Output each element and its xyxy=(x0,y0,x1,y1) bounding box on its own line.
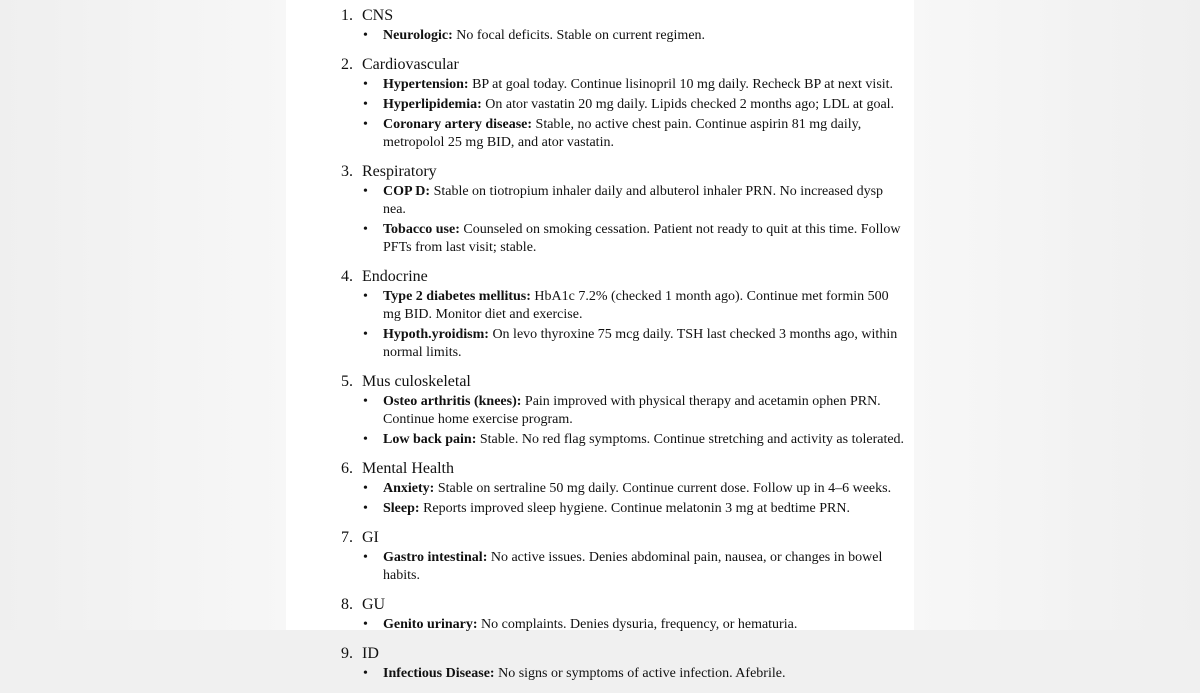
section-title: CNS xyxy=(362,7,394,24)
section-title: Mus culoskeletal xyxy=(362,373,471,390)
item-text: Counseled on smoking cessation. Patient not ready to quit at this time. Follow PFTs from last visit; stable. xyxy=(383,222,901,255)
document-page xyxy=(286,0,914,681)
item-list xyxy=(341,616,906,634)
section-heading xyxy=(341,372,906,392)
section-number: 7. xyxy=(341,529,353,546)
bullet-icon: • xyxy=(363,222,368,237)
bullet-icon: • xyxy=(363,432,368,447)
bullet-icon: • xyxy=(363,77,368,92)
list-item xyxy=(341,665,906,683)
item-label: Anxiety: xyxy=(383,481,435,496)
section-heading xyxy=(341,528,906,548)
bullet-icon: • xyxy=(363,97,368,112)
list-item xyxy=(341,431,906,449)
item-label: Tobacco use: xyxy=(383,222,460,237)
item-text: Reports improved sleep hygiene. Continue melatonin 3 mg at bedtime PRN. xyxy=(423,501,850,516)
item-list xyxy=(341,288,906,362)
section-heading xyxy=(341,162,906,182)
section-title: Endocrine xyxy=(362,268,428,285)
item-label: Type 2 diabetes mellitus: xyxy=(383,289,531,304)
list-item xyxy=(341,393,906,429)
item-label: Neurologic: xyxy=(383,28,453,43)
section-gap xyxy=(341,154,906,162)
section-heading xyxy=(341,267,906,287)
list-item xyxy=(341,549,906,585)
bullet-icon: • xyxy=(363,289,368,304)
section-4 xyxy=(341,267,906,372)
section-list xyxy=(341,6,906,693)
section-heading xyxy=(341,644,906,664)
section-2 xyxy=(341,55,906,162)
list-item xyxy=(341,288,906,324)
bullet-icon: • xyxy=(363,666,368,681)
item-text: On ator vastatin 20 mg daily. Lipids checked 2 months ago; LDL at goal. xyxy=(485,97,895,112)
bullet-icon: • xyxy=(363,117,368,132)
list-item xyxy=(341,326,906,362)
item-text: Stable on tiotropium inhaler daily and albuterol inhaler PRN. No increased dysp nea. xyxy=(383,184,884,217)
item-label: Hyperlipidemia: xyxy=(383,97,482,112)
item-text: Stable. No red flag symptoms. Continue stretching and activity as tolerated. xyxy=(479,432,905,447)
list-item xyxy=(341,76,906,94)
section-title: Respiratory xyxy=(362,163,437,180)
item-label: Low back pain: xyxy=(383,432,477,447)
item-text: No signs or symptoms of active infection. Afebrile. xyxy=(498,666,786,681)
section-heading xyxy=(341,595,906,615)
section-gap xyxy=(341,685,906,693)
section-gap xyxy=(341,451,906,459)
section-number: 4. xyxy=(341,268,353,285)
item-label: COP D: xyxy=(383,184,431,199)
item-label: Osteo arthritis (knees): xyxy=(383,394,522,409)
item-text: HbA1c 7.2% (checked 1 month ago). Continue met formin 500 mg BID. Monitor diet and exercise. xyxy=(383,289,889,322)
item-text: BP at goal today. Continue lisinopril 10 mg daily. Recheck BP at next visit. xyxy=(472,77,894,92)
item-label: Hypoth.yroidism: xyxy=(383,327,489,342)
item-text: Stable, no active chest pain. Continue aspirin 81 mg daily, metropolol 25 mg BID, and ator vastatin. xyxy=(383,117,862,150)
item-text: Pain improved with physical therapy and acetamin ophen PRN. Continue home exercise program. xyxy=(383,394,881,427)
item-label: Gastro intestinal: xyxy=(383,550,488,565)
bullet-icon: • xyxy=(363,501,368,516)
item-label: Infectious Disease: xyxy=(383,666,495,681)
section-number: 1. xyxy=(341,7,353,24)
list-item xyxy=(341,27,906,45)
item-text: On levo thyroxine 75 mcg daily. TSH last checked 3 months ago, within normal limits. xyxy=(383,327,898,360)
section-number: 5. xyxy=(341,373,353,390)
section-title: Mental Health xyxy=(362,460,454,477)
item-label: Sleep: xyxy=(383,501,420,516)
section-3 xyxy=(341,162,906,267)
section-6 xyxy=(341,459,906,528)
bullet-icon: • xyxy=(363,550,368,565)
list-item xyxy=(341,221,906,257)
section-gap xyxy=(341,587,906,595)
list-item xyxy=(341,183,906,219)
bullet-icon: • xyxy=(363,184,368,199)
section-gap xyxy=(341,364,906,372)
section-gap xyxy=(341,47,906,55)
section-gap xyxy=(341,259,906,267)
item-list xyxy=(341,393,906,449)
section-8 xyxy=(341,595,906,644)
section-number: 9. xyxy=(341,645,353,662)
item-list xyxy=(341,665,906,683)
section-gap xyxy=(341,636,906,644)
section-number: 2. xyxy=(341,56,353,73)
bullet-icon: • xyxy=(363,617,368,632)
section-number: 8. xyxy=(341,596,353,613)
section-heading xyxy=(341,6,906,26)
list-item xyxy=(341,96,906,114)
section-heading xyxy=(341,459,906,479)
bullet-icon: • xyxy=(363,28,368,43)
item-text: No focal deficits. Stable on current regimen. xyxy=(456,28,706,43)
item-label: Genito urinary: xyxy=(383,617,478,632)
item-list xyxy=(341,480,906,518)
section-5 xyxy=(341,372,906,459)
item-list xyxy=(341,76,906,152)
list-item xyxy=(341,616,906,634)
section-title: Cardiovascular xyxy=(362,56,459,73)
bullet-icon: • xyxy=(363,481,368,496)
left-backdrop xyxy=(0,0,286,630)
item-label: Coronary artery disease: xyxy=(383,117,533,132)
list-item xyxy=(341,500,906,518)
item-text: Stable on sertraline 50 mg daily. Continue current dose. Follow up in 4–6 weeks. xyxy=(437,481,892,496)
item-list xyxy=(341,27,906,45)
item-list xyxy=(341,549,906,585)
section-1 xyxy=(341,6,906,55)
item-label: Hypertension: xyxy=(383,77,469,92)
section-heading xyxy=(341,55,906,75)
section-7 xyxy=(341,528,906,595)
section-title: GI xyxy=(362,529,379,546)
list-item xyxy=(341,480,906,498)
section-gap xyxy=(341,520,906,528)
item-list xyxy=(341,183,906,257)
section-9 xyxy=(341,644,906,693)
right-backdrop xyxy=(914,0,1200,630)
item-text: No active issues. Denies abdominal pain, nausea, or changes in bowel habits. xyxy=(383,550,883,583)
section-title: ID xyxy=(362,645,379,662)
bullet-icon: • xyxy=(363,327,368,342)
section-number: 6. xyxy=(341,460,353,477)
bullet-icon: • xyxy=(363,394,368,409)
item-text: No complaints. Denies dysuria, frequency, or hematuria. xyxy=(481,617,798,632)
list-item xyxy=(341,116,906,152)
section-number: 3. xyxy=(341,163,353,180)
section-title: GU xyxy=(362,596,386,613)
